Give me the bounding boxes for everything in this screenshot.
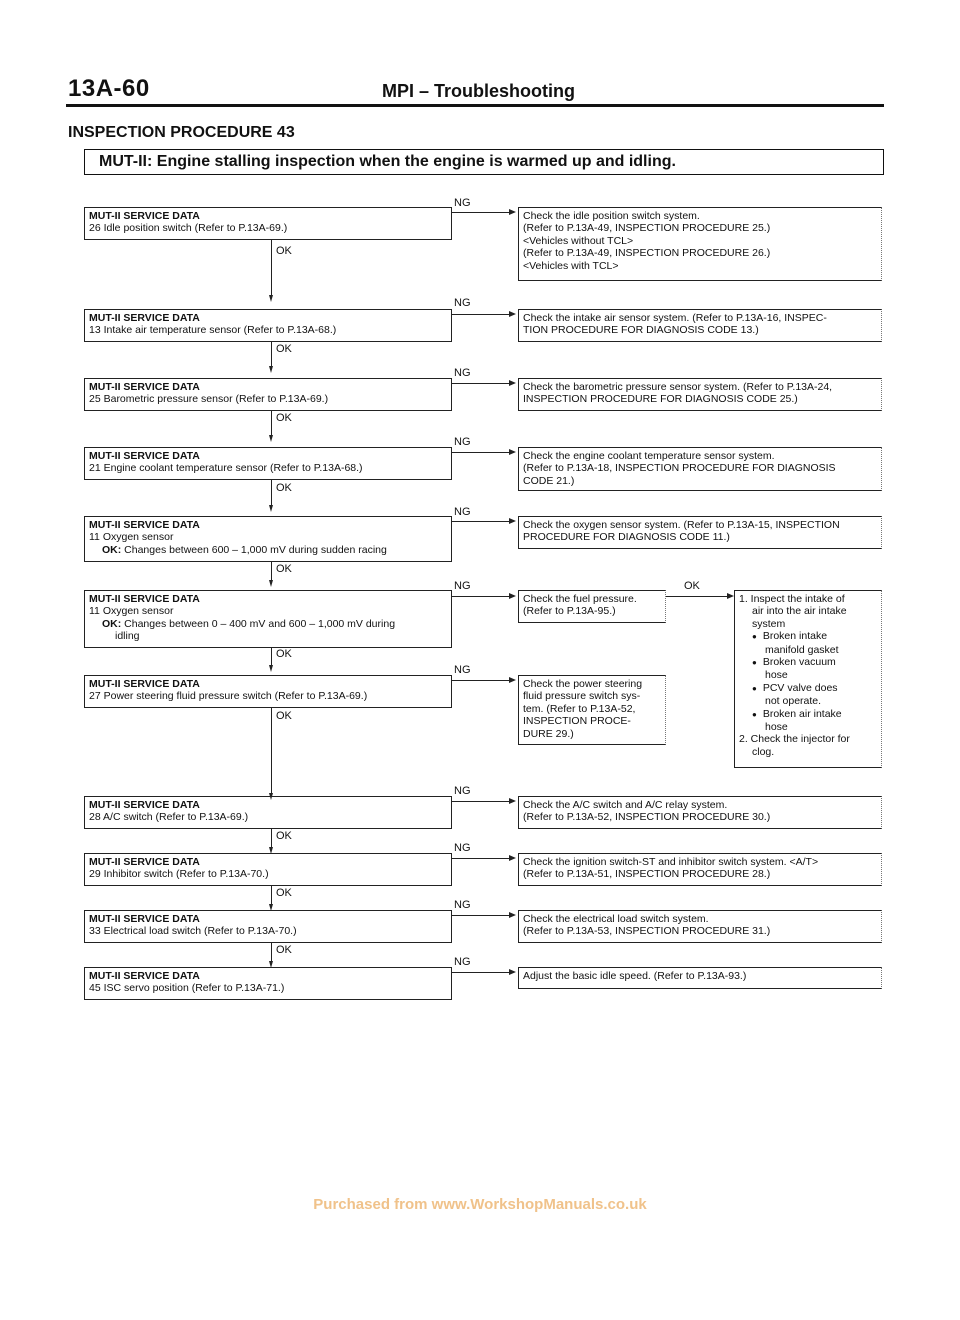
ng-label: NG bbox=[454, 436, 471, 448]
ng-action-line: Check the power steering bbox=[523, 678, 643, 690]
ng-label: NG bbox=[454, 785, 471, 797]
bullet-item-cont: hose bbox=[765, 669, 788, 682]
ng-action-line: (Refer to P.13A-49, INSPECTION PROCEDURE 25.) bbox=[523, 222, 771, 235]
arrow-right-icon bbox=[509, 798, 516, 804]
ok-connector bbox=[666, 596, 728, 597]
ok-prefix: OK: bbox=[102, 617, 122, 630]
inspect-item-2: 2. Check the injector for bbox=[739, 733, 850, 746]
ng-action-box-2 bbox=[518, 309, 882, 342]
ng-action-line: tem. (Refer to P.13A-52, bbox=[523, 702, 636, 715]
ng-label: NG bbox=[454, 367, 471, 379]
ng-label: NG bbox=[454, 842, 471, 854]
arrow-right-icon bbox=[509, 518, 516, 524]
ok-connector bbox=[271, 342, 272, 367]
bullet-item-cont: manifold gasket bbox=[765, 643, 839, 656]
step-item: 21 Engine coolant temperature sensor (Refer to P.13A-68.) bbox=[89, 462, 363, 475]
ng-action-box-7 bbox=[518, 675, 666, 745]
ok-connector bbox=[271, 648, 272, 666]
section-title: MPI – Troubleshooting bbox=[382, 81, 575, 101]
bullet-item: ● PCV valve does bbox=[739, 682, 877, 695]
arrow-right-icon bbox=[509, 380, 516, 386]
ng-action-line: fluid pressure switch sys- bbox=[523, 690, 641, 703]
ng-action-line: Check the fuel pressure. bbox=[523, 593, 637, 605]
ng-connector bbox=[452, 972, 510, 973]
ng-action-line: (Refer to P.13A-18, INSPECTION PROCEDURE FOR DIAGNOSIS bbox=[523, 462, 836, 475]
ng-action-line: Adjust the basic idle speed. (Refer to P.13A-93.) bbox=[523, 970, 747, 982]
arrow-right-icon bbox=[509, 969, 516, 975]
ng-connector bbox=[452, 383, 510, 384]
ok-label: OK bbox=[276, 245, 292, 257]
arrow-right-icon bbox=[509, 912, 516, 918]
ng-label: NG bbox=[454, 197, 471, 209]
ng-action-line: <Vehicles without TCL> bbox=[523, 234, 634, 247]
step-item: 27 Power steering fluid pressure switch (Refer to P.13A-69.) bbox=[89, 690, 368, 703]
ng-action-line: (Refer to P.13A-49, INSPECTION PROCEDURE 26.) bbox=[523, 247, 771, 260]
ng-action-line: INSPECTION PROCEDURE FOR DIAGNOSIS CODE 25.) bbox=[523, 393, 798, 406]
ng-action-line: (Refer to P.13A-52, INSPECTION PROCEDURE 30.) bbox=[523, 811, 771, 824]
ok-connector bbox=[271, 240, 272, 296]
step-title: MUT-II SERVICE DATA bbox=[89, 210, 200, 222]
ok-label: OK bbox=[276, 412, 292, 424]
bullet-item: ● Broken air intake bbox=[739, 708, 877, 721]
ng-connector bbox=[452, 212, 510, 213]
ng-action-box-6 bbox=[518, 590, 666, 623]
arrow-right-icon bbox=[509, 449, 516, 455]
ng-action-line: PROCEDURE FOR DIAGNOSIS CODE 11.) bbox=[523, 531, 730, 544]
ok-criteria-text: Changes between 600 – 1,000 mV during sudden racing bbox=[124, 543, 387, 556]
bullet-item-cont: hose bbox=[765, 721, 788, 734]
ng-connector bbox=[452, 801, 510, 802]
ng-connector bbox=[452, 521, 510, 522]
step-box-2 bbox=[84, 309, 452, 342]
ng-connector bbox=[452, 314, 510, 315]
step-item: 26 Idle position switch (Refer to P.13A-69.) bbox=[89, 222, 288, 235]
inspect-item-1-cont: system bbox=[752, 617, 786, 630]
ng-connector bbox=[452, 452, 510, 453]
step-box-6 bbox=[84, 590, 452, 648]
ok-label: OK bbox=[276, 482, 292, 494]
step-box-5 bbox=[84, 516, 452, 562]
inspect-item-1-cont: air into the air intake bbox=[752, 605, 847, 618]
ng-action-box-9 bbox=[518, 853, 882, 886]
ng-action-line: (Refer to P.13A-53, INSPECTION PROCEDURE 31.) bbox=[523, 925, 771, 938]
ok-label: OK bbox=[276, 648, 292, 660]
ng-action-line: Check the ignition switch-ST and inhibitor switch system. <A/T> bbox=[523, 856, 819, 868]
step-ok-criteria bbox=[89, 618, 447, 630]
step-title: MUT-II SERVICE DATA bbox=[89, 678, 200, 690]
ng-action-box-11 bbox=[518, 967, 882, 989]
ng-label: NG bbox=[454, 506, 471, 518]
ok-connector bbox=[271, 943, 272, 962]
ng-action-line: Check the intake air sensor system. (Refer to P.13A-16, INSPEC- bbox=[523, 312, 827, 324]
ng-action-line: (Refer to P.13A-51, INSPECTION PROCEDURE 28.) bbox=[523, 868, 771, 881]
header-rule bbox=[66, 104, 884, 107]
fuel-ok-action-box bbox=[734, 590, 882, 768]
arrow-down-icon bbox=[269, 435, 273, 442]
ng-action-line: Check the oxygen sensor system. (Refer to P.13A-15, INSPECTION bbox=[523, 519, 840, 531]
ng-action-line: INSPECTION PROCE- bbox=[523, 715, 631, 728]
step-title: MUT-II SERVICE DATA bbox=[89, 970, 200, 982]
step-box-1 bbox=[84, 207, 452, 240]
ng-action-box-8 bbox=[518, 796, 882, 829]
ok-connector bbox=[271, 829, 272, 848]
arrow-down-icon bbox=[269, 366, 273, 373]
subject-text: MUT-II: Engine stalling inspection when the engine is warmed up and idling. bbox=[99, 153, 676, 170]
step-title: MUT-II SERVICE DATA bbox=[89, 593, 200, 605]
inspect-item-2-cont: clog. bbox=[752, 745, 775, 758]
ng-action-line: Check the engine coolant temperature sensor system. bbox=[523, 450, 775, 462]
inspect-item-1: 1. Inspect the intake of bbox=[739, 593, 845, 605]
bullet-item: ● Broken vacuum bbox=[739, 656, 877, 669]
arrow-right-icon bbox=[727, 593, 734, 599]
ok-label: OK bbox=[276, 944, 292, 956]
ok-criteria-text: idling bbox=[115, 630, 140, 643]
bullet-item: ● Broken intake bbox=[739, 630, 877, 643]
step-title: MUT-II SERVICE DATA bbox=[89, 450, 200, 462]
step-title: MUT-II SERVICE DATA bbox=[89, 856, 200, 868]
ok-label: OK bbox=[276, 563, 292, 575]
ng-action-line: (Refer to P.13A-95.) bbox=[523, 605, 616, 618]
step-item: 29 Inhibitor switch (Refer to P.13A-70.) bbox=[89, 868, 269, 881]
ok-prefix: OK: bbox=[102, 543, 122, 556]
arrow-right-icon bbox=[509, 311, 516, 317]
arrow-down-icon bbox=[269, 295, 273, 302]
ng-action-line: Check the idle position switch system. bbox=[523, 210, 700, 222]
arrow-right-icon bbox=[509, 593, 516, 599]
step-box-4 bbox=[84, 447, 452, 480]
ng-action-line: CODE 21.) bbox=[523, 474, 575, 487]
ng-connector bbox=[452, 596, 510, 597]
step-box-11 bbox=[84, 967, 452, 1000]
ng-action-box-1 bbox=[518, 207, 882, 281]
step-box-9 bbox=[84, 853, 452, 886]
ng-label: NG bbox=[454, 956, 471, 968]
ng-connector bbox=[452, 915, 510, 916]
ng-action-line: <Vehicles with TCL> bbox=[523, 259, 619, 272]
ok-connector bbox=[271, 411, 272, 436]
ok-connector bbox=[271, 480, 272, 506]
procedure-title: INSPECTION PROCEDURE 43 bbox=[68, 124, 295, 141]
ng-action-box-3 bbox=[518, 378, 882, 411]
step-box-10 bbox=[84, 910, 452, 943]
arrow-right-icon bbox=[509, 677, 516, 683]
ng-label: NG bbox=[454, 297, 471, 309]
ok-label: OK bbox=[276, 887, 292, 899]
step-ok-criteria bbox=[89, 544, 447, 556]
subject-box bbox=[84, 149, 884, 175]
step-title: MUT-II SERVICE DATA bbox=[89, 312, 200, 324]
step-box-7 bbox=[84, 675, 452, 708]
step-item: 11 Oxygen sensor bbox=[89, 605, 174, 618]
arrow-right-icon bbox=[509, 209, 516, 215]
ok-connector bbox=[271, 562, 272, 581]
step-item: 33 Electrical load switch (Refer to P.13A-70.) bbox=[89, 925, 297, 938]
step-item: 11 Oxygen sensor bbox=[89, 531, 174, 544]
arrow-right-icon bbox=[509, 855, 516, 861]
ng-label: NG bbox=[454, 664, 471, 676]
step-title: MUT-II SERVICE DATA bbox=[89, 381, 200, 393]
step-title: MUT-II SERVICE DATA bbox=[89, 519, 200, 531]
step-item: 13 Intake air temperature sensor (Refer to P.13A-68.) bbox=[89, 324, 337, 337]
ng-connector bbox=[452, 680, 510, 681]
ng-action-line: Check the A/C switch and A/C relay system. bbox=[523, 799, 728, 811]
step-item: 25 Barometric pressure sensor (Refer to P.13A-69.) bbox=[89, 393, 329, 406]
ng-action-line: Check the barometric pressure sensor system. (Refer to P.13A-24, bbox=[523, 381, 833, 393]
ng-label: NG bbox=[454, 899, 471, 911]
ok-label: OK bbox=[276, 710, 292, 722]
ok-criteria-text: Changes between 0 – 400 mV and 600 – 1,000 mV during bbox=[124, 617, 396, 630]
step-box-8 bbox=[84, 796, 452, 829]
ng-action-line: Check the electrical load switch system. bbox=[523, 913, 709, 925]
ng-label: NG bbox=[454, 580, 471, 592]
arrow-down-icon bbox=[269, 665, 273, 672]
step-item: 45 ISC servo position (Refer to P.13A-71.) bbox=[89, 982, 285, 995]
footer-watermark: Purchased from www.WorkshopManuals.co.uk bbox=[313, 1196, 647, 1213]
ng-action-box-5 bbox=[518, 516, 882, 549]
ng-connector bbox=[452, 858, 510, 859]
arrow-down-icon bbox=[269, 580, 273, 587]
ng-action-box-10 bbox=[518, 910, 882, 943]
ok-label: OK bbox=[276, 343, 292, 355]
ok-label: OK bbox=[276, 830, 292, 842]
ok-connector bbox=[271, 886, 272, 905]
step-box-3 bbox=[84, 378, 452, 411]
ng-action-line: TION PROCEDURE FOR DIAGNOSIS CODE 13.) bbox=[523, 324, 759, 337]
ok-label: OK bbox=[684, 580, 700, 592]
bullet-item-cont: not operate. bbox=[765, 695, 822, 708]
arrow-down-icon bbox=[269, 505, 273, 512]
step-title: MUT-II SERVICE DATA bbox=[89, 913, 200, 925]
ng-action-line: DURE 29.) bbox=[523, 727, 574, 740]
ng-action-box-4 bbox=[518, 447, 882, 491]
ok-connector bbox=[271, 708, 272, 794]
step-item: 28 A/C switch (Refer to P.13A-69.) bbox=[89, 811, 249, 824]
step-title: MUT-II SERVICE DATA bbox=[89, 799, 200, 811]
page-number: 13A-60 bbox=[68, 75, 150, 102]
